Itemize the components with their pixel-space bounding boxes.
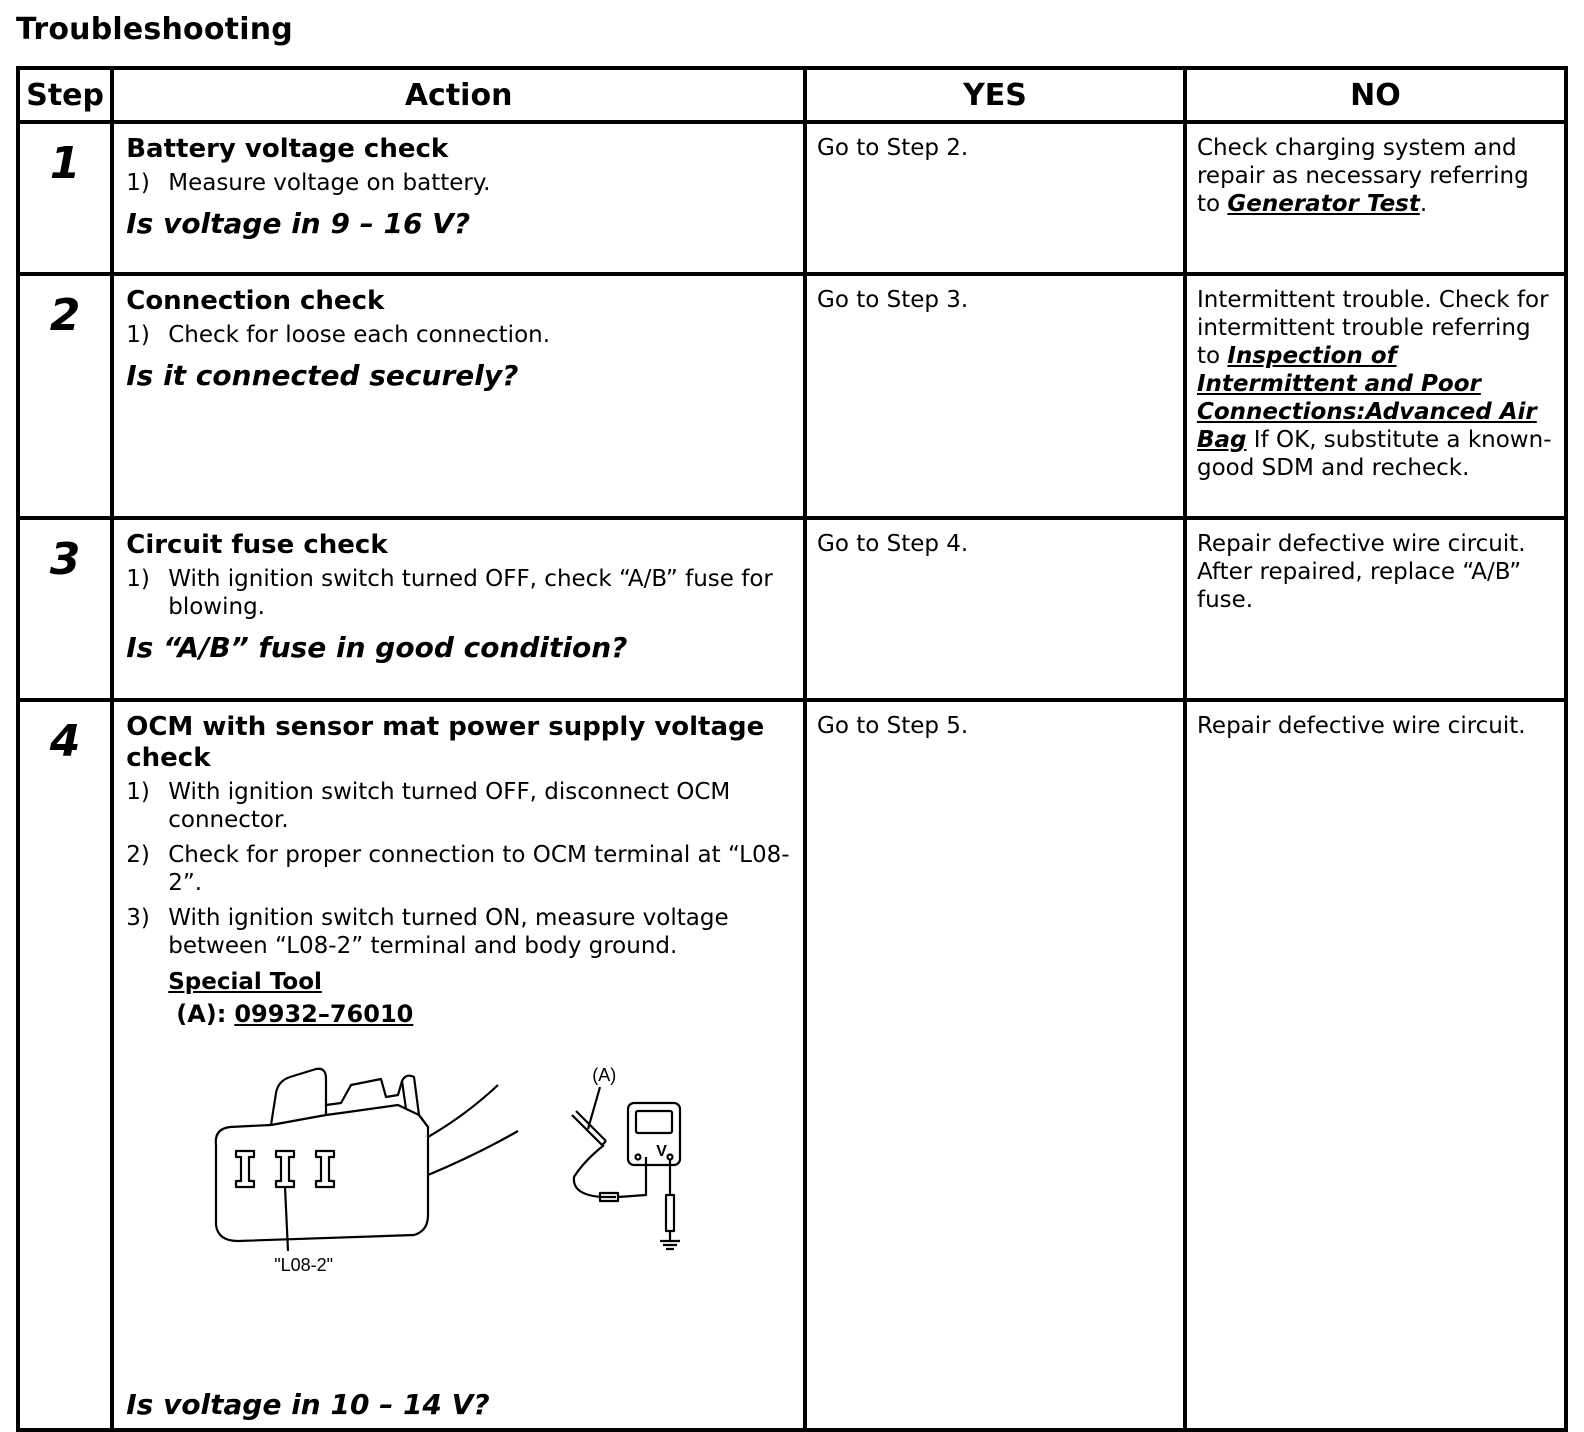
action-cell xyxy=(112,700,805,1430)
substep xyxy=(126,841,791,897)
voltmeter-jack-right xyxy=(668,1155,673,1160)
voltmeter-jack-left xyxy=(636,1155,641,1160)
substep xyxy=(126,321,791,349)
substep xyxy=(126,778,791,834)
table-row-step-1 xyxy=(18,122,1566,274)
step-number: 3 xyxy=(18,518,112,700)
special-tool-row xyxy=(176,997,791,1031)
page-title: Troubleshooting xyxy=(16,12,293,47)
check-question: Is voltage in 9 – 16 V? xyxy=(126,207,471,240)
action-title: Connection check xyxy=(126,286,385,316)
no-cell xyxy=(1185,122,1566,274)
wire-harness-bottom xyxy=(428,1131,518,1175)
yes-cell: Go to Step 2. xyxy=(805,122,1185,274)
fuse-to-meter-wire xyxy=(618,1157,646,1197)
substep-text: Measure voltage on battery. xyxy=(168,170,491,196)
terminal-3 xyxy=(316,1151,334,1187)
substep-number: 1) xyxy=(126,322,150,348)
substep-number: 3) xyxy=(126,905,150,931)
terminal-1 xyxy=(236,1151,254,1187)
no-text-end: . xyxy=(1419,191,1428,217)
pin-label: "L08-2" xyxy=(274,1255,334,1275)
special-tool-label: Special Tool xyxy=(168,969,322,995)
yes-cell: Go to Step 5. xyxy=(805,700,1185,1430)
no-cell: Repair defective wire circuit. xyxy=(1185,700,1566,1430)
substep xyxy=(126,169,791,197)
header-step: Step xyxy=(18,68,112,122)
substep-list xyxy=(126,169,791,197)
special-tool-block xyxy=(168,967,791,1031)
wire-harness-top xyxy=(428,1085,498,1137)
header-no: NO xyxy=(1185,68,1566,122)
step-number: 1 xyxy=(18,122,112,274)
step-number: 4 xyxy=(18,700,112,1430)
action-title: OCM with sensor mat power supply voltage check xyxy=(126,712,765,773)
voltmeter-display xyxy=(636,1111,672,1133)
substep-list xyxy=(126,321,791,349)
substep-text: Check for loose each connection. xyxy=(168,322,551,348)
connector-body-outline xyxy=(216,1069,428,1241)
action-cell xyxy=(112,274,805,518)
table-row-step-3 xyxy=(18,518,1566,700)
substep-number: 1) xyxy=(126,170,150,196)
yes-cell: Go to Step 3. xyxy=(805,274,1185,518)
troubleshooting-table xyxy=(16,66,1568,1432)
connector-voltmeter-diagram xyxy=(126,1045,791,1375)
header-yes: YES xyxy=(805,68,1185,122)
generator-test-link[interactable]: Generator Test xyxy=(1227,191,1420,217)
substep-text: With ignition switch turned OFF, disconnect OCM connector. xyxy=(168,779,731,833)
action-title: Circuit fuse check xyxy=(126,530,388,560)
ground-probe xyxy=(666,1195,674,1231)
check-question: Is “A/B” fuse in good condition? xyxy=(126,631,628,664)
yes-cell: Go to Step 4. xyxy=(805,518,1185,700)
substep-text: Check for proper connection to OCM terminal at “L08-2”. xyxy=(168,842,790,896)
header-action: Action xyxy=(112,68,805,122)
table-row-step-4 xyxy=(18,700,1566,1430)
substep xyxy=(126,565,791,621)
diagram-svg xyxy=(126,1045,766,1375)
probe-label: (A) xyxy=(592,1065,617,1085)
pin-leader-line xyxy=(285,1187,288,1251)
check-question: Is voltage in 10 – 14 V? xyxy=(126,1388,490,1421)
ground-symbol xyxy=(660,1231,680,1249)
no-text: Check charging system and repair as necessary referring to xyxy=(1196,135,1529,217)
tool-number-link[interactable]: 09932–76010 xyxy=(234,1000,414,1028)
substep-number: 1) xyxy=(126,779,150,805)
action-cell xyxy=(112,518,805,700)
probe-leader-line xyxy=(588,1087,600,1129)
substep-list xyxy=(126,565,791,621)
no-text: Intermittent trouble. Check for intermittent trouble referring to xyxy=(1196,287,1549,369)
substep-number: 2) xyxy=(126,842,150,868)
action-cell xyxy=(112,122,805,274)
connector-top-edge xyxy=(271,1105,419,1125)
table-row-step-2 xyxy=(18,274,1566,518)
check-question: Is it connected securely? xyxy=(126,359,519,392)
probe-lead-wire xyxy=(574,1145,616,1197)
action-title: Battery voltage check xyxy=(126,134,449,164)
no-cell: Repair defective wire circuit. After repaired, replace “A/B” fuse. xyxy=(1185,518,1566,700)
tool-id: (A): xyxy=(176,1000,227,1028)
substep xyxy=(126,904,791,960)
no-cell xyxy=(1185,274,1566,518)
header-row xyxy=(18,68,1566,122)
step-number: 2 xyxy=(18,274,112,518)
meter-label: V xyxy=(656,1143,667,1160)
substep-text: With ignition switch turned ON, measure voltage between “L08-2” terminal and body ground. xyxy=(168,905,729,959)
substep-list xyxy=(126,778,791,960)
no-text-end: If OK, substitute a known-good SDM and recheck. xyxy=(1196,427,1552,481)
substep-text: With ignition switch turned OFF, check “A/B” fuse for blowing. xyxy=(168,566,773,620)
terminal-2 xyxy=(276,1151,294,1187)
substep-number: 1) xyxy=(126,566,150,592)
inspection-intermittent-link[interactable]: Inspection of Intermittent and Poor Connections:Advanced Air Bag xyxy=(1196,343,1537,453)
